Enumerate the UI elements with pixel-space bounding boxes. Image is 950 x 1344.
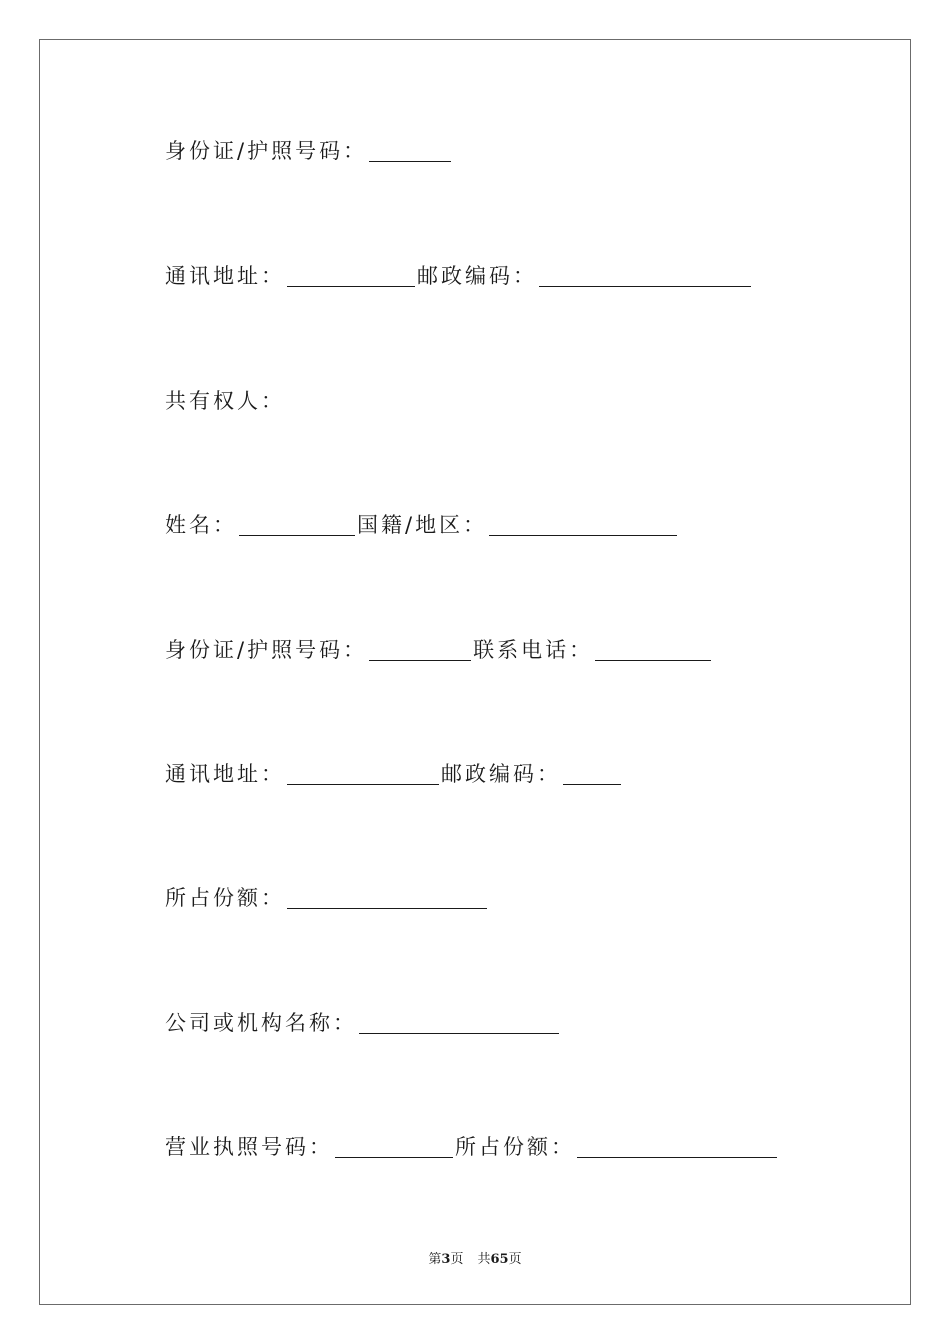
share-label: 所占份额： <box>165 886 285 910</box>
page-frame <box>39 39 911 1305</box>
postcode-blank-2[interactable] <box>563 762 621 785</box>
co-owner-label: 共有权人： <box>165 389 285 413</box>
share-label-2: 所占份额： <box>455 1135 575 1159</box>
form-line-company <box>165 1008 561 1038</box>
nationality-blank[interactable] <box>489 513 677 536</box>
name-blank[interactable] <box>239 513 355 536</box>
postcode-blank[interactable] <box>539 264 751 287</box>
share-blank-2[interactable] <box>577 1135 777 1158</box>
license-blank[interactable] <box>335 1135 453 1158</box>
postcode-label-2: 邮政编码： <box>441 762 561 786</box>
address-label-2: 通讯地址： <box>165 762 285 786</box>
footer-page-number: 3 <box>441 1252 451 1267</box>
company-blank[interactable] <box>359 1011 559 1034</box>
phone-blank[interactable] <box>595 638 711 661</box>
page-footer <box>0 1248 950 1267</box>
form-line-id-number <box>165 136 453 166</box>
company-label: 公司或机构名称： <box>165 1011 357 1035</box>
form-line-id-phone <box>165 635 713 665</box>
license-label: 营业执照号码： <box>165 1135 333 1159</box>
form-line-share <box>165 883 489 913</box>
form-line-address <box>165 261 753 291</box>
form-line-address-2 <box>165 759 623 789</box>
footer-prefix: 第 <box>428 1252 442 1267</box>
footer-total-pages: 65 <box>490 1252 509 1267</box>
postcode-label: 邮政编码： <box>417 264 537 288</box>
id-passport-blank-2[interactable] <box>369 638 471 661</box>
id-passport-blank[interactable] <box>369 139 451 162</box>
form-line-license <box>165 1132 779 1162</box>
address-label: 通讯地址： <box>165 264 285 288</box>
nationality-label: 国籍/地区： <box>357 513 488 537</box>
form-line-name <box>165 510 679 540</box>
share-blank[interactable] <box>287 886 487 909</box>
footer-total-suffix: 页 <box>508 1252 522 1267</box>
name-label: 姓名： <box>165 513 237 537</box>
address-blank[interactable] <box>287 264 415 287</box>
phone-label: 联系电话： <box>473 638 594 662</box>
id-passport-label: 身份证/护照号码： <box>165 139 368 163</box>
footer-page-suffix: 页 <box>450 1252 464 1267</box>
id-passport-label-2: 身份证/护照号码： <box>165 638 368 662</box>
address-blank-2[interactable] <box>287 762 439 785</box>
footer-total-prefix: 共 <box>477 1252 491 1267</box>
form-line-co-owner <box>165 386 285 416</box>
